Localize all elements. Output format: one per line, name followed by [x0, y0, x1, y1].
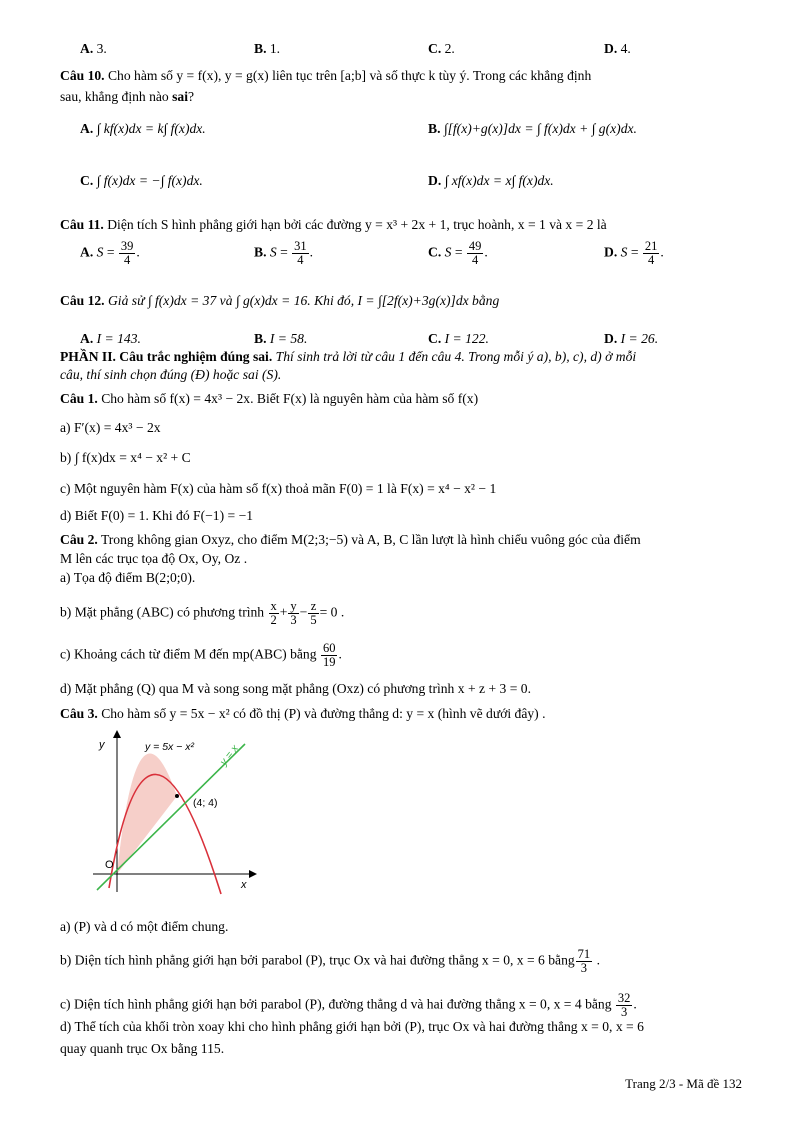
p2q3-item-b: b) Diện tích hình phẳng giới hạn bởi parabol (P), trục Ox và hai đường thẳng x = 0, x = 6 bằng $\frac{71}{3}$ .: [60, 947, 600, 975]
origin-label: O: [105, 859, 114, 871]
q11-option-a: A. S = $\frac{39}{4}$ .: [80, 239, 140, 267]
q12-option-b: B. I = 58.: [254, 331, 308, 346]
parabola-label: y = 5x − x²: [145, 741, 195, 753]
q11-option-d: D. S = $\frac{21}{4}$ .: [604, 239, 664, 267]
q10-stem: Câu 10. Cho hàm số y = f(x), y = g(x) liên tục trên [a;b] và số thực k tùy ý. Trong các khẳng định: [60, 68, 592, 83]
point-label: (4; 4): [193, 797, 218, 809]
p2q1-item-c: c) Một nguyên hàm F(x) của hàm số f(x) thoả mãn F(0) = 1 là F(x) = x⁴ − x² − 1: [60, 481, 497, 496]
parabola-line-graph: [85, 728, 265, 896]
q9-option-b: B. 1.: [254, 41, 281, 56]
line-label: y = x: [217, 742, 241, 768]
p2q3-stem: Câu 3. Cho hàm số y = 5x − x² có đồ thị (P) và đường thẳng d: y = x (hình vẽ dưới đây) .: [60, 706, 546, 721]
part2-instructions: câu, thí sinh chọn đúng (Đ) hoặc sai (S).: [60, 367, 282, 382]
x-axis-label: x: [241, 879, 247, 891]
q12-option-a: A. I = 143.: [80, 331, 141, 346]
p2q2-stem: Câu 2. Trong không gian Oxyz, cho điểm M(2;3;−5) và A, B, C lần lượt là hình chiếu vuông góc của điểm: [60, 532, 641, 547]
p2q3-item-c: c) Diện tích hình phẳng giới hạn bởi parabol (P), đường thẳng d và hai đường thẳng x = 0, x = 4 bằng $\frac{32}{3}$ .: [60, 991, 637, 1019]
q9-option-c: C. 2.: [428, 41, 455, 56]
p2q2-item-c: c) Khoảng cách từ điểm M đến mp(ABC) bằng $\frac{60}{19}$ .: [60, 641, 342, 669]
q12-stem: Câu 12. Giả sử ∫ f(x)dx = 37 và ∫ g(x)dx = 16. Khi đó, I = ∫[2f(x)+3g(x)]dx bằng: [60, 293, 500, 308]
q12-option-c: C. I = 122.: [428, 331, 489, 346]
p2q2-item-b: b) Mặt phẳng (ABC) có phương trình $\frac{x}{2}$ + $\frac{y}{3}$ − $\frac{z}{5}$ = 0 .: [60, 599, 345, 627]
line-d: [97, 744, 245, 890]
p2q2-stem-cont: M lên các trục tọa độ Ox, Oy, Oz .: [60, 551, 248, 566]
p2q3-item-d-cont: quay quanh trục Ox bằng 115.: [60, 1041, 225, 1056]
q10-option-b: B. ∫[f(x)+g(x)]dx = ∫ f(x)dx + ∫ g(x)dx.: [428, 121, 637, 136]
q11-option-c: C. S = $\frac{49}{4}$ .: [428, 239, 488, 267]
p2q2-item-a: a) Tọa độ điểm B(2;0;0).: [60, 570, 196, 585]
intersection-point: [175, 794, 179, 798]
q12-option-d: D. I = 26.: [604, 331, 659, 346]
q11-option-b: B. S = $\frac{31}{4}$ .: [254, 239, 314, 267]
p2q1-stem: Câu 1. Cho hàm số f(x) = 4x³ − 2x. Biết F(x) là nguyên hàm của hàm số f(x): [60, 391, 479, 406]
page-footer: Trang 2/3 - Mã đề 132: [625, 1076, 742, 1091]
q10-option-c: C. ∫ f(x)dx = −∫ f(x)dx.: [80, 173, 203, 188]
part2-heading: PHẦN II. Câu trắc nghiệm đúng sai. Thí sinh trả lời từ câu 1 đến câu 4. Trong mỗi ý a), b), c), d) ở mỗi: [60, 349, 637, 364]
y-axis-label: y: [99, 739, 105, 751]
p2q1-item-a: a) F′(x) = 4x³ − 2x: [60, 420, 161, 435]
q10-option-d: D. ∫ xf(x)dx = x∫ f(x)dx.: [428, 173, 554, 188]
p2q3-item-d: d) Thể tích của khối tròn xoay khi cho hình phẳng giới hạn bởi (P), trục Ox và hai đường thẳng x = 0, x = 6: [60, 1019, 644, 1034]
q10-option-a: A. ∫ kf(x)dx = k∫ f(x)dx.: [80, 121, 206, 136]
q10-stem-cont: sau, khẳng định nào sai?: [60, 89, 195, 104]
q9-option-d: D. 4.: [604, 41, 631, 56]
q11-stem: Câu 11. Diện tích S hình phẳng giới hạn bởi các đường y = x³ + 2x + 1, trục hoành, x = 1 và x = 2 là: [60, 217, 607, 232]
p2q1-item-b: b) ∫ f(x)dx = x⁴ − x² + C: [60, 450, 191, 465]
p2q1-item-d: d) Biết F(0) = 1. Khi đó F(−1) = −1: [60, 508, 254, 523]
p2q2-item-d: d) Mặt phẳng (Q) qua M và song song mặt phẳng (Oxz) có phương trình x + z + 3 = 0.: [60, 681, 531, 696]
q9-option-a: A. 3.: [80, 41, 107, 56]
p2q3-item-a: a) (P) và d có một điểm chung.: [60, 919, 229, 934]
